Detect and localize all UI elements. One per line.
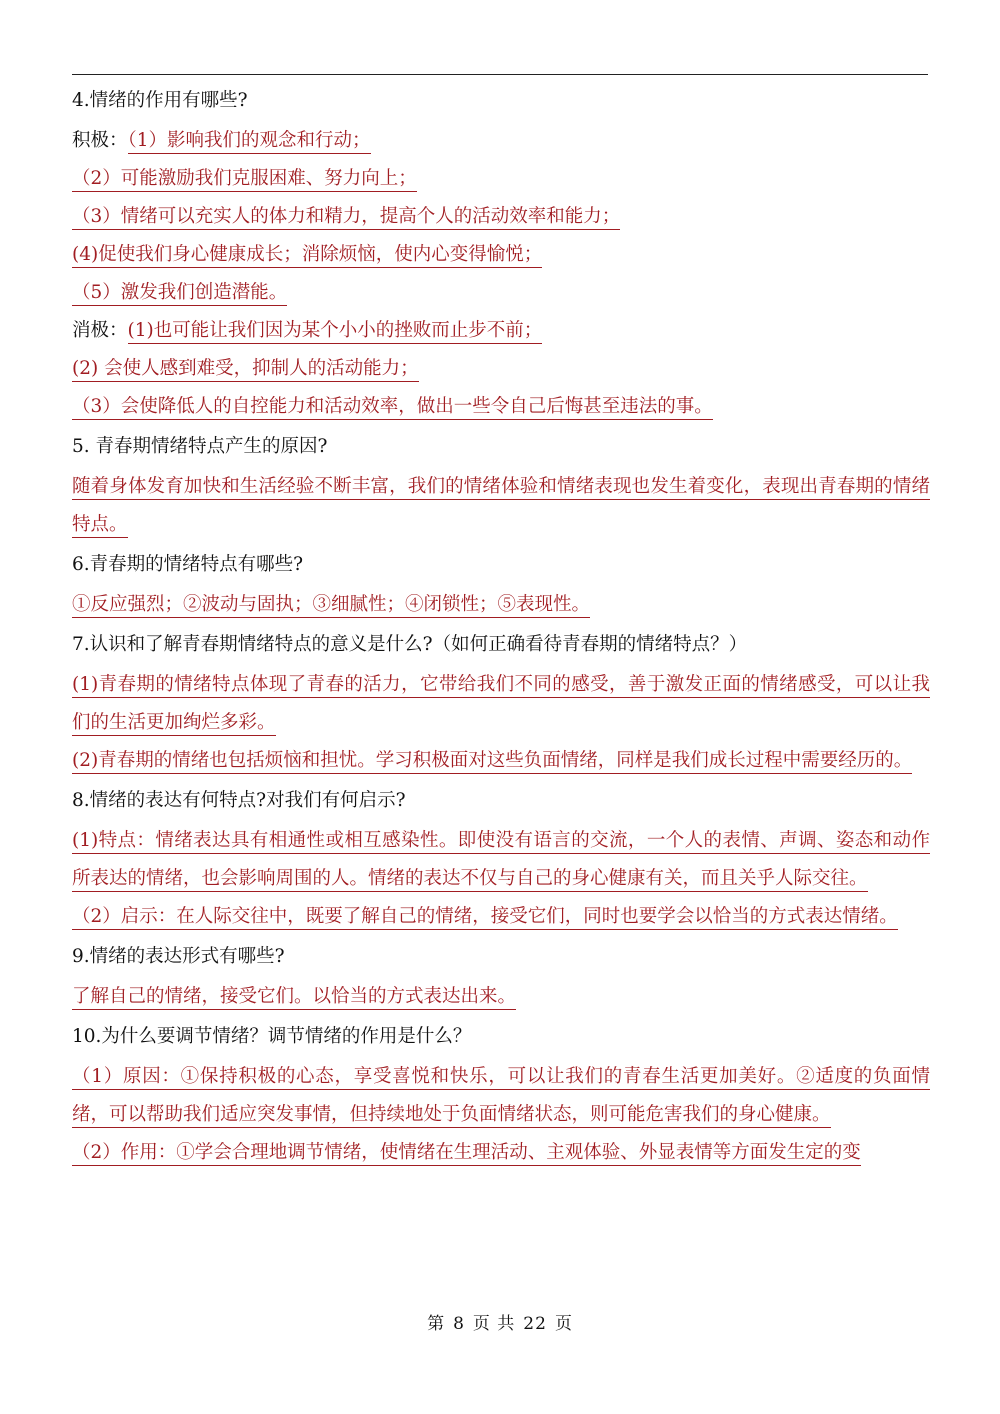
document-body — [72, 80, 930, 1172]
answer-line — [72, 388, 930, 426]
answer-text: 了解自己的情绪，接受它们。以恰当的方式表达出来。 — [72, 986, 516, 1010]
answer-text: (2) 会使人感到难受，抑制人的活动能力； — [72, 358, 419, 382]
footer-middle: 页 共 — [472, 1314, 516, 1334]
answer-text: (1)特点：情绪表达具有相通性或相互感染性。即使没有语言的交流，一个人的表情、声调、姿态和动作所表达的情绪，也会影响周围的人。情绪的表达不仅与自己的身心健康有关，而且关乎人际交往。 — [72, 830, 930, 892]
qa-section — [72, 435, 930, 544]
footer-total-pages: 22 — [523, 1314, 547, 1334]
answer-label: 积极： — [72, 130, 128, 151]
answer-text: （3）会使降低人的自控能力和活动效率，做出一些令自己后悔甚至违法的事。 — [72, 396, 713, 420]
qa-section — [72, 553, 930, 624]
answer-line — [72, 198, 930, 236]
answer-line — [72, 978, 930, 1016]
answer-line — [72, 586, 930, 624]
qa-section — [72, 945, 930, 1016]
answer-line — [72, 898, 930, 936]
footer-page-number: 8 — [453, 1314, 465, 1334]
answer-line — [72, 468, 930, 544]
answer-text: (4)促使我们身心健康成长；消除烦恼，使内心变得愉悦； — [72, 244, 542, 268]
answer-line — [72, 1058, 930, 1134]
answer-text: （5）激发我们创造潜能。 — [72, 282, 287, 306]
answer-text: （2）启示：在人际交往中，既要了解自己的情绪，接受它们，同时也要学会以恰当的方式表达情绪。 — [72, 906, 898, 930]
qa-section — [72, 89, 930, 426]
answer-line — [72, 160, 930, 198]
answer-text: (1)也可能让我们因为某个小小的挫败而止步不前； — [128, 320, 543, 344]
footer-prefix: 第 — [427, 1314, 446, 1334]
answer-line — [72, 350, 930, 388]
answer-label: 消极： — [72, 320, 128, 341]
answer-text: (1)青春期的情绪特点体现了青春的活力，它带给我们不同的感受，善于激发正面的情绪感受，可以让我们的生活更加绚烂多彩。 — [72, 674, 930, 736]
answer-text: （2）作用：①学会合理地调节情绪，使情绪在生理活动、主观体验、外显表情等方面发生定的变 — [72, 1142, 861, 1166]
answer-text: （3）情绪可以充实人的体力和精力，提高个人的活动效率和能力； — [72, 206, 620, 230]
answer-line — [72, 122, 930, 160]
question-heading: 9.情绪的表达形式有哪些? — [72, 946, 285, 967]
answer-text: （1）原因：①保持积极的心态，享受喜悦和快乐，可以让我们的青春生活更加美好。②适度的负面情绪，可以帮助我们适应突发事情，但持续地处于负面情绪状态，则可能危害我们的身心健康。 — [72, 1066, 930, 1128]
answer-line — [72, 822, 930, 898]
question-heading: 5. 青春期情绪特点产生的原因? — [72, 436, 328, 457]
footer-suffix: 页 — [554, 1314, 573, 1334]
answer-line — [72, 312, 930, 350]
header-rule — [72, 74, 928, 75]
answer-line — [72, 236, 930, 274]
answer-line — [72, 274, 930, 312]
answer-text: 随着身体发育加快和生活经验不断丰富，我们的情绪体验和情绪表现也发生着变化，表现出青春期的情绪特点。 — [72, 476, 930, 538]
page-footer — [0, 1309, 1000, 1334]
question-heading: 6.青春期的情绪特点有哪些? — [72, 554, 304, 575]
qa-section — [72, 789, 930, 936]
answer-text: （1）影响我们的观念和行动； — [128, 130, 371, 154]
answer-text: （2）可能激励我们克服困难、努力向上； — [72, 168, 417, 192]
question-heading: 8.情绪的表达有何特点?对我们有何启示? — [72, 790, 406, 811]
answer-text: (2)青春期的情绪也包括烦恼和担忧。学习积极面对这些负面情绪，同样是我们成长过程中需要经历的。 — [72, 750, 912, 774]
answer-line — [72, 742, 930, 780]
question-heading: 7.认识和了解青春期情绪特点的意义是什么?（如何正确看待青春期的情绪特点？） — [72, 634, 748, 655]
question-heading: 4.情绪的作用有哪些? — [72, 90, 248, 111]
qa-section — [72, 633, 930, 780]
answer-line — [72, 666, 930, 742]
qa-section — [72, 1025, 930, 1172]
question-heading: 10.为什么要调节情绪？调节情绪的作用是什么？ — [72, 1026, 472, 1047]
answer-text: ①反应强烈；②波动与固执；③细腻性；④闭锁性；⑤表现性。 — [72, 594, 590, 618]
answer-line — [72, 1134, 930, 1172]
